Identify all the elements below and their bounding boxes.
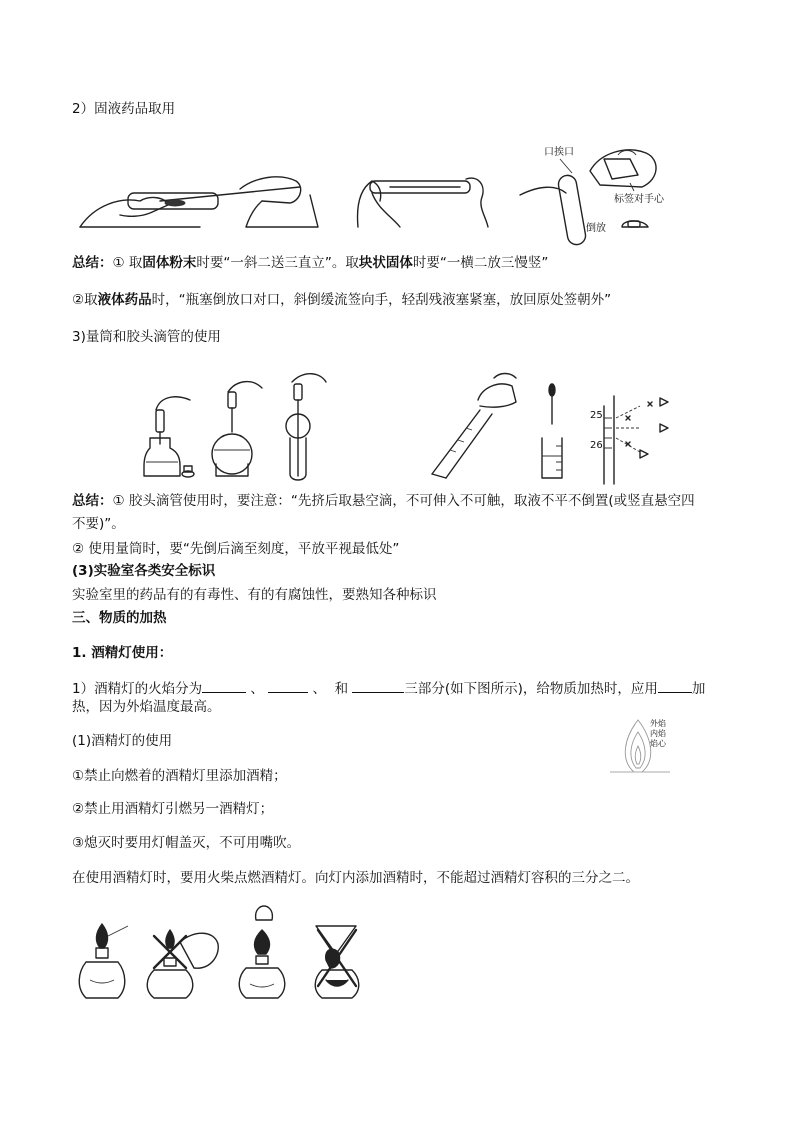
rule-2: ②禁止用酒精灯引燃另一酒精灯； [72, 801, 274, 817]
summary-bold-powder: 固体粉末 [142, 255, 197, 271]
flame-question [72, 678, 705, 698]
lamp-blowing-forbidden [315, 926, 359, 998]
summary2-text-1: ②取 [72, 292, 98, 308]
pouring-into-cylinder-illustration [432, 374, 516, 479]
summary-text-3: 时要“一横二放三慢竖” [412, 255, 549, 271]
lamp-note: 在使用酒精灯时，要用火柴点燃酒精灯。向灯内添加酒精时，不能超过酒精灯容积的三分之二。 [72, 870, 639, 886]
reading-meniscus-illustration [590, 396, 668, 484]
answer-blank-2[interactable] [268, 678, 308, 693]
safety-title: (3)实验室各类安全标识 [72, 563, 216, 579]
flame-q-sep1: 、 [250, 681, 264, 697]
lamp-title: 1. 酒精灯使用： [72, 645, 173, 661]
answer-blank-3[interactable] [352, 678, 404, 693]
summary3-line1: ① 胶头滴管使用时，要注意：“先挤后取悬空滴，不可伸入不可触，取液不平不倒置(或竖直悬空四 [112, 493, 695, 509]
inner-flame-label: 内焰 [650, 729, 666, 738]
safety-text: 实验室里的药品有的有毒性、有的有腐蚀性，要熟知各种标识 [72, 587, 437, 603]
summary-prefix: 总结： [72, 255, 113, 271]
summary2-text-2: 时，“瓶塞倒放口对口，斜倒缓流签向手，轻刮残液塞紧塞，放回原处签朝外” [151, 292, 612, 308]
summary-solid [72, 254, 548, 272]
mouth-to-mouth-label: 口挨口 [544, 147, 574, 158]
section-title-solid-liquid: 2）固液药品取用 [72, 101, 176, 117]
figure-alcohol-lamps [70, 900, 410, 1010]
flame-question-line2: 热，因为外焰温度最高。 [72, 699, 221, 715]
dropper-bottle-illustration [144, 397, 194, 477]
answer-blank-1[interactable] [202, 678, 246, 693]
summary-dropper-line2: 不要)”。 [72, 516, 125, 532]
flame-q-text-c: 加 [691, 681, 706, 697]
answer-blank-4[interactable] [658, 678, 692, 693]
summary2-bold: 液体药品 [97, 292, 152, 308]
scale-26-label: 26 [590, 440, 603, 451]
flame-q-text-b: 三部分(如下图所示)，给物质加热时，应用 [404, 681, 658, 697]
summary3-prefix: 总结： [72, 493, 113, 509]
flame-q-sep2: 、 [312, 681, 326, 697]
summary-bold-block: 块状固体 [358, 255, 413, 271]
lamp-lighting-from-another-forbidden [147, 930, 218, 998]
rule-3: ③熄灭时要用灯帽盖灭，不可用嘴吹。 [72, 835, 301, 851]
lamp-cap-extinguish [239, 906, 285, 998]
heating-title: 三、物质的加热 [72, 610, 167, 626]
summary-text-2: 时要“一斜二送三直立”。取 [196, 255, 359, 271]
lamp-lit-with-match [79, 924, 128, 998]
section-title-cylinder-dropper: 3)量筒和胶头滴管的使用 [72, 329, 221, 345]
dropper-into-cylinder-illustration [542, 384, 562, 478]
summary-text-1: ① 取 [112, 255, 143, 271]
summary-liquid [72, 291, 611, 309]
flame-diagram [606, 716, 686, 776]
flame-core-label: 焰心 [650, 739, 666, 748]
lamp-use-title: (1)酒精灯的使用 [72, 733, 173, 749]
inverted-label: 倒放 [586, 223, 606, 234]
block-solid-tube-illustration [358, 178, 488, 227]
scale-25-label: 25 [590, 410, 603, 421]
dropper-beaker-illustration [212, 382, 262, 476]
powder-in-tube-illustration [80, 177, 318, 227]
figure-cylinder-dropper [0, 366, 794, 486]
summary-cylinder: ② 使用量筒时，要“先倒后滴至刻度，平放平视最低处” [72, 541, 400, 557]
summary-dropper [72, 492, 695, 510]
rule-1: ①禁止向燃着的酒精灯里添加酒精； [72, 768, 287, 784]
liquid-pouring-illustration [520, 145, 665, 246]
flame-q-and: 和 [334, 681, 349, 697]
flame-q-text-a: 1）酒精灯的火焰分为 [72, 681, 203, 697]
outer-flame-label: 外焰 [650, 719, 666, 728]
dropper-flask-illustration [286, 374, 326, 480]
label-to-palm-label: 标签对手心 [614, 194, 664, 205]
